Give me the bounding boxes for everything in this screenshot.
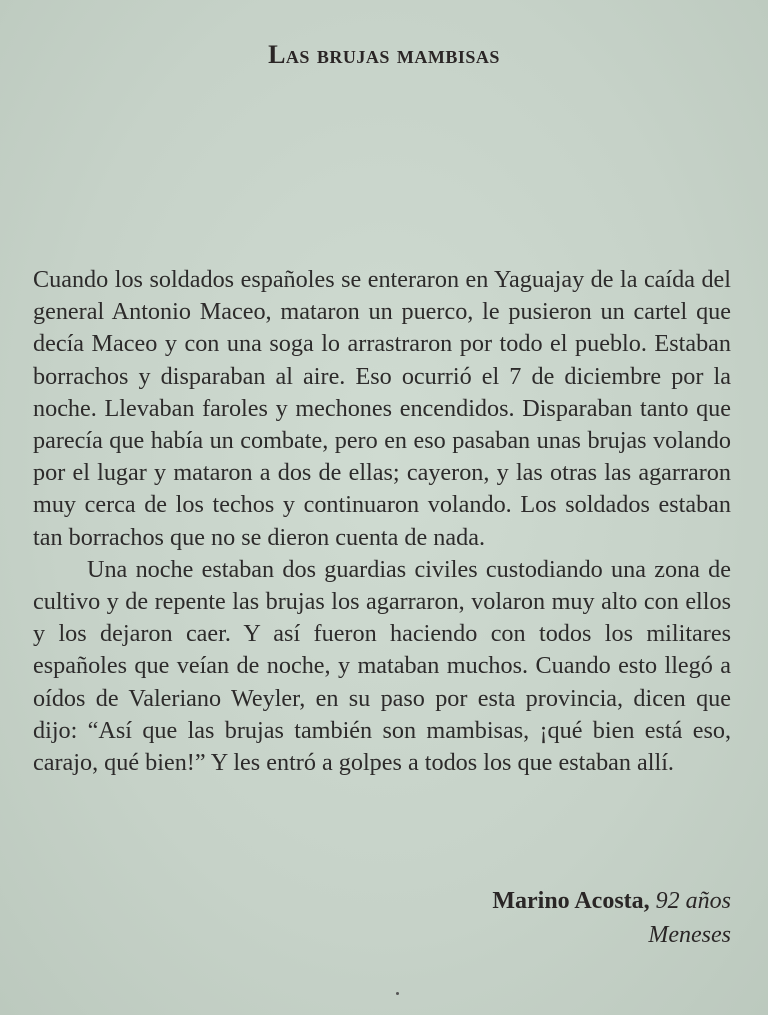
- story-title: Las brujas mambisas: [268, 40, 500, 69]
- attribution: [492, 884, 731, 952]
- paragraph-1: Cuando los soldados españoles se enteraron en Yaguajay de la caída del general Antonio Maceo, mataron un puerco, le pusieron un cartel que decía Maceo y con una soga lo arrastraron por todo el pueblo. Estaban borrachos y disparaban al aire. Eso ocurrió el 7 de diciembre por la noche. Llevaban faroles y mechones encendidos. Disparaban tanto que parecía que había un combate, pero en eso pasaban unas brujas volando por el lugar y mataron a dos de ellas; cayeron, y las otras las agarraron muy cerca de los techos y continuaron volando. Los soldados estaban tan borrachos que no se dieron cuenta de nada.: [33, 266, 731, 551]
- author-place: Meneses: [648, 922, 731, 948]
- page-dot: [396, 992, 399, 995]
- paragraph-2: Una noche estaban dos guardias civiles custodiando una zona de cultivo y de repente las brujas los agarraron, volaron muy alto con ellos y los dejaron caer. Y así fueron haciendo con todos los militares españoles que veían de noche, y mataban muchos. Cuando esto llegó a oídos de Valeriano Weyler, en su paso por esta provincia, dicen que dijo: “Así que las brujas también son mambisas, ¡qué bien está eso, carajo, qué bien!” Y les entró a golpes a todos los que estaban allí.: [33, 555, 731, 777]
- story-body: [33, 264, 731, 779]
- author-line: [492, 884, 731, 918]
- author-name: Marino Acosta,: [492, 888, 650, 914]
- author-age: 92 años: [655, 888, 731, 914]
